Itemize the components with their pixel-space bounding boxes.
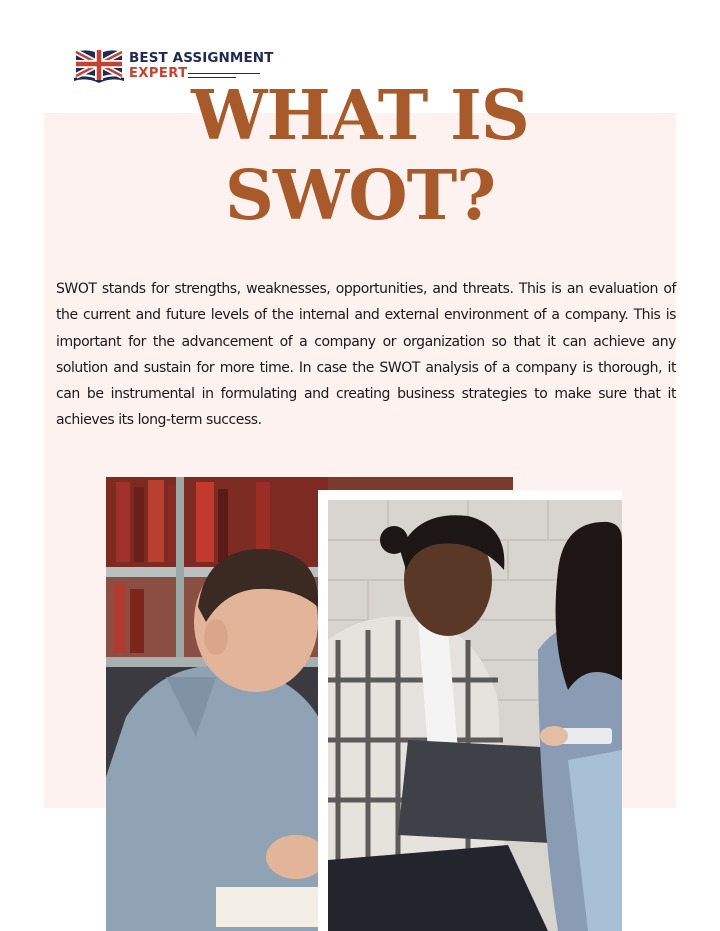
logo-rule	[188, 73, 260, 74]
page-title	[120, 76, 600, 236]
title-line-2: SWOT?	[224, 156, 496, 236]
students-with-laptop-illustration	[328, 500, 622, 931]
student-with-book-photo	[106, 477, 328, 931]
uk-flag-book-icon	[72, 48, 126, 84]
logo-text-bottom: EXPERT	[129, 66, 188, 81]
students-with-laptop-photo	[318, 490, 622, 931]
body-paragraph: SWOT stands for strengths, weaknesses, opportunities, and threats. This is an evaluation of the current and future levels of the internal and external environment of a company. This is important for the advancement of a company or organization so that it can achieve any solution and sustain for more time. In case the SWOT analysis of a company is thorough, it can be instrumental in formulating and creating business strategies to make sure that it achieves its long-term success.	[56, 281, 676, 429]
photo-shelf-strip	[328, 477, 513, 490]
student-with-book-illustration	[106, 477, 328, 931]
logo-text-top: BEST ASSIGNMENT	[129, 50, 274, 66]
title-line-1: WHAT IS	[191, 76, 529, 156]
